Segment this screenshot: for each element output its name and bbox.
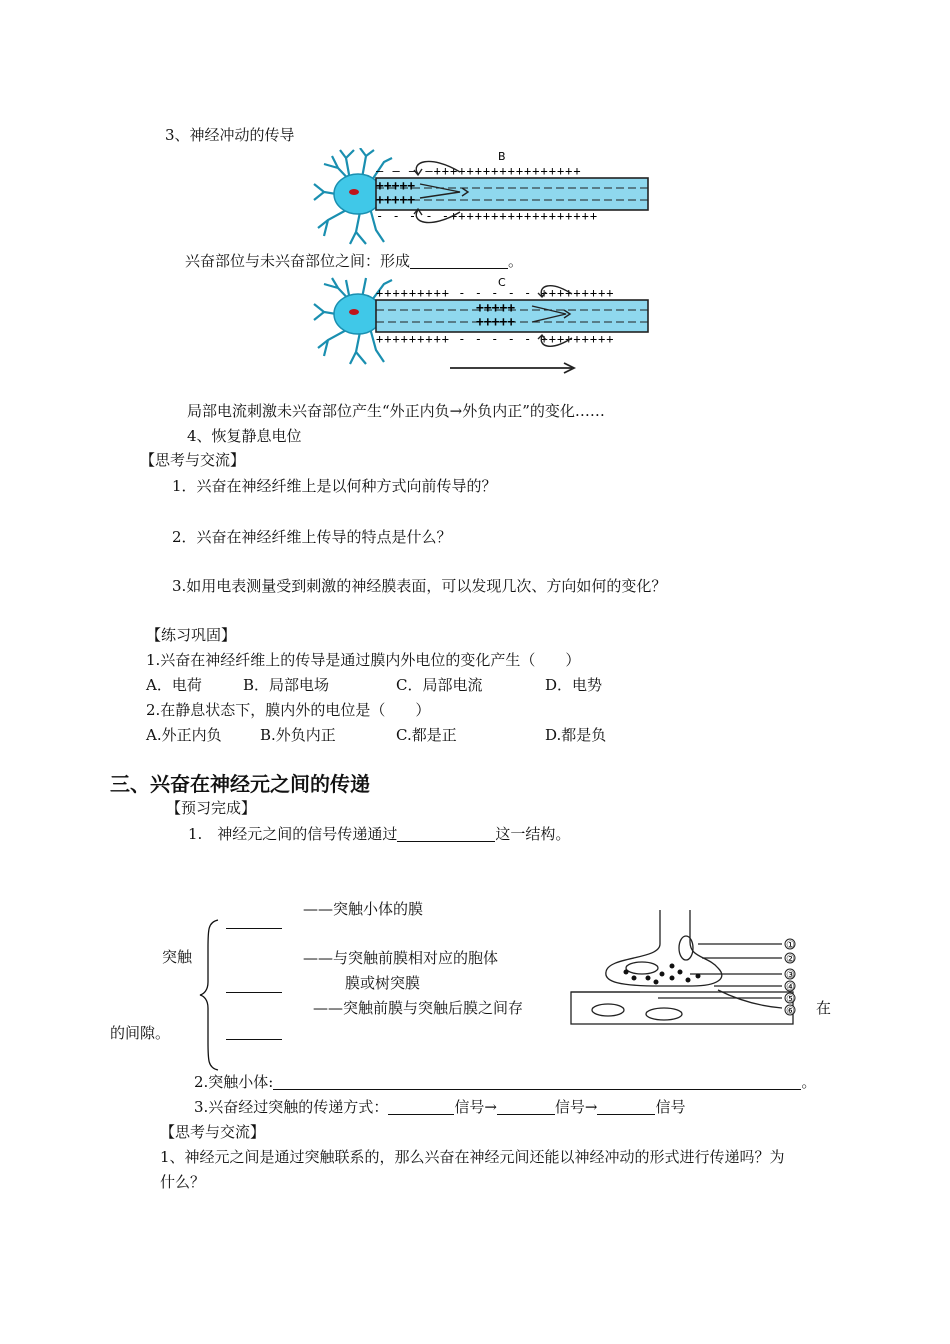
- synapse-desc-2b: 膜或树突膜: [345, 974, 421, 992]
- figure-label-2: ②: [786, 954, 795, 965]
- svg-text:— — — —++++++++++++++++++: — — — —++++++++++++++++++: [376, 164, 582, 178]
- blank-signal-1[interactable]: [388, 1100, 454, 1115]
- practice-q2-option-b[interactable]: B.外负内正: [260, 726, 336, 744]
- practice-q1: 1.兴奋在神经纤维上的传导是通过膜内外电位的变化产生（ ）: [146, 651, 581, 669]
- synapse-desc-3: ——突触前膜与突触后膜之间存: [313, 999, 524, 1017]
- figure-b-label: B: [498, 150, 506, 163]
- mitochondrion-icon: [592, 1004, 624, 1016]
- synapse-desc-2a: ——与突触前膜相对应的胞体: [303, 949, 499, 967]
- mitochondrion-icon: [646, 1008, 682, 1020]
- synapse-structure-figure: [568, 906, 818, 1030]
- synapse-label: 突触: [162, 948, 193, 966]
- synapse-blank-3[interactable]: [226, 1025, 282, 1040]
- section-3-title: 3、神经冲动的传导: [165, 126, 295, 144]
- think-heading-2: 【思考与交流】: [160, 1123, 266, 1141]
- preview-item1: [188, 827, 570, 842]
- preview-item1-prefix: 1. 神经元之间的信号传递通过: [188, 825, 398, 843]
- nerve-conduction-figure-b: [310, 148, 650, 248]
- svg-text:+++++: +++++: [376, 193, 416, 208]
- axon: [376, 178, 648, 210]
- practice-q2-option-c[interactable]: C.都是正: [396, 726, 457, 744]
- preview-item1-suffix: 这一结构。: [495, 825, 571, 843]
- figure-label-3: ③: [786, 970, 795, 981]
- practice-q1-option-b[interactable]: B．局部电场: [243, 676, 330, 694]
- figure-label-5: ⑤: [786, 994, 795, 1005]
- preview-heading: 【预习完成】: [166, 799, 257, 817]
- svg-text:+++++: +++++: [376, 179, 416, 194]
- mitochondrion-icon: [626, 962, 658, 974]
- think-q3: 3.如用电表测量受到刺激的神经膜表面，可以发现几次、方向如何的变化？: [172, 577, 667, 595]
- neuron-cell-body: [334, 174, 382, 214]
- preview-item3-mid2: 信号→: [554, 1098, 598, 1116]
- synapse-blank-2[interactable]: [226, 978, 282, 993]
- section-4-title: 4、恢复静息电位: [187, 427, 302, 445]
- svg-text:+++++++++ - - - - - +++++++++: +++++++++ - - - - - +++++++++: [376, 332, 615, 346]
- curly-brace-icon: [198, 918, 222, 1072]
- neuron-nucleus: [349, 189, 359, 195]
- figure-label-4: ④: [786, 982, 795, 993]
- blank-synapse[interactable]: [397, 827, 495, 842]
- svg-text:+++++: +++++: [476, 315, 516, 330]
- sec3-line1: [185, 254, 523, 269]
- neuron-cell-body: [334, 294, 382, 334]
- figure-label-6: ⑥: [786, 1006, 795, 1017]
- think-q1: 1．兴奋在神经纤维上是以何种方式向前传导的？: [172, 477, 497, 495]
- part3-title: 三、兴奋在神经元之间的传递: [110, 772, 370, 796]
- preview-item2-prefix: 2.突触小体:: [194, 1073, 274, 1091]
- nerve-conduction-figure-c: [310, 276, 650, 376]
- blank-synaptic-knob[interactable]: [273, 1075, 801, 1090]
- svg-text:- - - - -++++++++++++++++++: - - - - -++++++++++++++++++: [376, 209, 599, 223]
- think-2-q1-line2: 什么？: [160, 1173, 206, 1191]
- synapse-desc-1: ——突触小体的膜: [303, 900, 424, 918]
- neuron-nucleus: [349, 309, 359, 315]
- practice-q2-option-a[interactable]: A.外正内负: [146, 726, 222, 744]
- practice-q1-option-c[interactable]: C．局部电流: [396, 676, 483, 694]
- synapse-desc-3-wrap: 的间隙。: [110, 1024, 171, 1042]
- preview-item3-end: 信号: [655, 1098, 686, 1116]
- blank-local-current[interactable]: [410, 254, 508, 269]
- figure-label-1: ①: [786, 940, 795, 951]
- preview-item3: [194, 1100, 686, 1115]
- synapse-blank-1[interactable]: [226, 914, 282, 929]
- blank-signal-3[interactable]: [597, 1100, 655, 1115]
- preview-item3-prefix: 3.兴奋经过突触的传递方式：: [194, 1098, 389, 1116]
- sec3-line1-prefix: 兴奋部位与未兴奋部位之间：形成: [185, 252, 411, 270]
- practice-heading: 【练习巩固】: [146, 626, 237, 644]
- practice-q2: 2.在静息状态下，膜内外的电位是（ ）: [146, 701, 431, 719]
- postsynaptic-cell: [571, 992, 793, 1024]
- blank-signal-2[interactable]: [497, 1100, 555, 1115]
- figure-c-label: C: [498, 276, 506, 289]
- preview-item2: [194, 1075, 816, 1090]
- practice-q1-option-a[interactable]: A．电荷: [146, 676, 202, 694]
- preview-item3-mid1: 信号→: [454, 1098, 497, 1116]
- preview-item2-suffix: 。: [801, 1073, 817, 1091]
- svg-text:+++++: +++++: [476, 301, 516, 316]
- practice-q1-option-d[interactable]: D．电势: [545, 676, 603, 694]
- sec3-line1-suffix: 。: [508, 252, 524, 270]
- think-2-q1-line1: 1、神经元之间是通过突触联系的，那么兴奋在神经元间还能以神经冲动的形式进行传递吗？为: [160, 1148, 785, 1166]
- synapse-desc-3-tail: 在: [816, 999, 832, 1017]
- sec3-line2: 局部电流刺激未兴奋部位产生“外正内负→外负内正”的变化……: [187, 402, 605, 420]
- practice-q2-option-d[interactable]: D.都是负: [545, 726, 607, 744]
- think-q2: 2．兴奋在神经纤维上传导的特点是什么？: [172, 528, 452, 546]
- think-heading: 【思考与交流】: [140, 451, 246, 469]
- svg-text:+++++++++ - - - - - +++++++++: +++++++++ - - - - - +++++++++: [376, 286, 615, 300]
